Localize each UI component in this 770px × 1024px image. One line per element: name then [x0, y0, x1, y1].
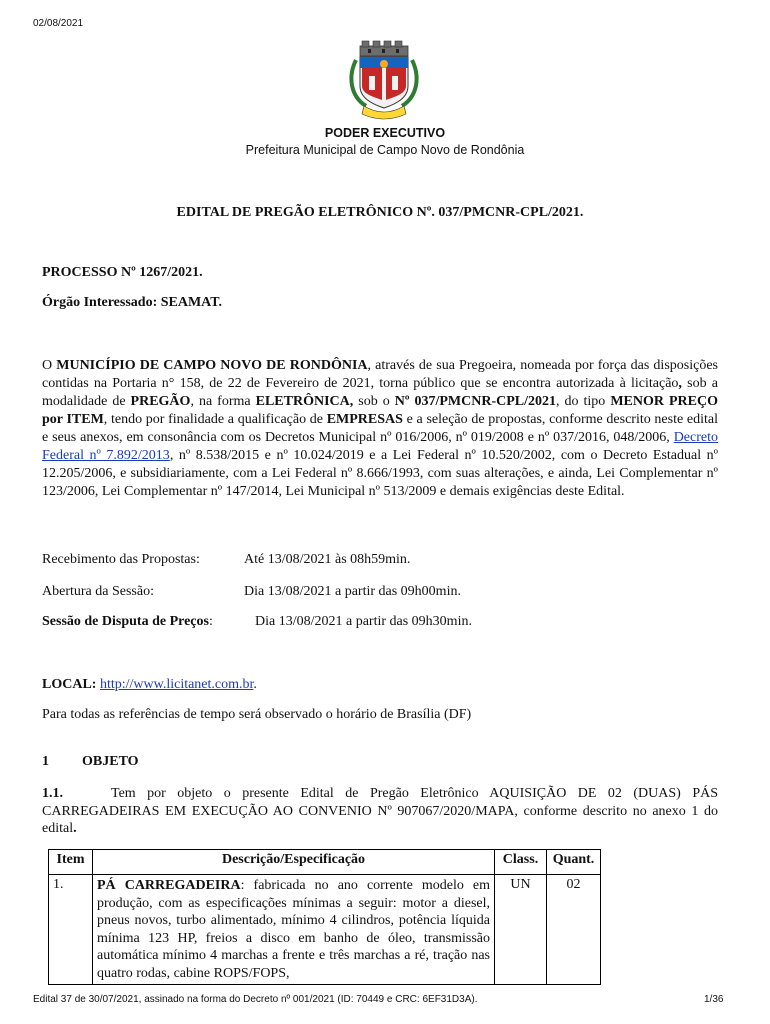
- price-dispute-value: Dia 13/08/2021 a partir das 09h30min.: [255, 614, 472, 629]
- footer-signature-note: Edital 37 de 30/07/2021, assinado na forma do Decreto nº 001/2021 (ID: 70449 e CRC: 6EF31D3A).: [33, 994, 478, 1005]
- item-class-cell: UN: [495, 875, 547, 985]
- section-number: 1: [42, 754, 49, 769]
- proposals-receipt-value: Até 13/08/2021 às 08h59min.: [244, 552, 411, 567]
- table-header-row: [49, 850, 601, 875]
- object-paragraph: 1.1. Tem por objeto o presente Edital de Pregão Eletrônico AQUISIÇÃO DE 02 (DUAS) PÁS CARREGADEIRAS EM EXECUÇÃO AO CONVENIO Nº 907067/2020/MAPA, conforme descrito no anexo 1 do edital.: [42, 786, 718, 836]
- interested-agency: Órgão Interessado: SEAMAT.: [42, 295, 223, 310]
- session-opening-value: Dia 13/08/2021 a partir das 09h00min.: [244, 584, 461, 599]
- time-reference-note: Para todas as referências de tempo será observado o horário de Brasília (DF): [42, 707, 472, 722]
- executive-branch-heading: PODER EXECUTIVO: [324, 126, 446, 140]
- print-date: 02/08/2021: [33, 18, 84, 29]
- proposals-receipt-label: Recebimento das Propostas:: [42, 552, 200, 567]
- column-header-class: Class.: [495, 850, 547, 875]
- intro-paragraph: O MUNICÍPIO DE CAMPO NOVO DE RONDÔNIA, através de sua Pregoeira, nomeada por força das disposições contidas na Portaria n° 158, de 22 de Fevereiro de 2021, torna público que se encontra autorizada à licitação, sob a modalidade de PREGÃO, na forma ELETRÔNICA, sob o Nº 037/PMCNR-CPL/2021, do tipo MENOR PREÇO por ITEM, tendo por finalidade a qualificação de EMPRESAS e a seleção de propostas, conforme descrito neste edital e seus anexos, em consonância com os Decretos Municipal nº 016/2006, nº 019/2008 e nº 037/2016, 048/2006, Decreto Federal nº 7.892/2013, nº 8.538/2015 e nº 10.024/2019 e a Lei Federal nº 10.520/2002, com o Decreto Estadual nº 12.205/2006, e subsidiariamente, com a Lei Federal nº 8.666/1993, com suas alterações, e ainda, Lei Complementar nº 123/2006, Lei Complementar nº 147/2014, Lei Municipal nº 513/2009 e demais exigências deste Edital.: [42, 358, 718, 499]
- page-number: 1/36: [704, 994, 724, 1005]
- document-title: EDITAL DE PREGÃO ELETRÔNICO Nº. 037/PMCNR-CPL/2021.: [176, 205, 584, 220]
- process-number: PROCESSO Nº 1267/2021.: [42, 265, 203, 280]
- decree-link[interactable]: Decreto Federal nº 7.892/2013: [42, 430, 718, 463]
- subsection-number: 1.1.: [42, 786, 63, 801]
- item-number-cell: 1.: [49, 875, 93, 985]
- items-table: [48, 849, 601, 985]
- items-table-wrapper: [48, 849, 638, 988]
- municipal-coat-of-arms-icon: [346, 40, 422, 120]
- city-hall-heading: Prefeitura Municipal de Campo Novo de Rondônia: [245, 143, 525, 157]
- session-opening-label: Abertura da Sessão:: [42, 584, 154, 599]
- local-line: LOCAL: http://www.licitanet.com.br.: [42, 677, 257, 692]
- column-header-item: Item: [49, 850, 93, 875]
- item-quantity-cell: 02: [547, 875, 601, 985]
- section-title: OBJETO: [82, 754, 139, 769]
- item-description-cell: PÁ CARREGADEIRA: fabricada no ano corrente modelo em produção, com as especificações mínimas a seguir: motor a diesel, pneus novos, turbo alimentado, mínimo 4 cilindros, potência líquida mínima 123 HP, freios a disco em banho de óleo, transmissão automática mínimo 4 marchas a frente e três marchas a ré, tração nas quatro rodas, cabine ROPS/FOPS,: [93, 875, 495, 985]
- price-dispute-label: Sessão de Disputa de Preços:: [42, 614, 213, 629]
- column-header-quantity: Quant.: [547, 850, 601, 875]
- licitanet-link[interactable]: http://www.licitanet.com.br: [99, 677, 254, 692]
- column-header-description: Descrição/Especificação: [93, 850, 495, 875]
- table-row: [49, 875, 601, 985]
